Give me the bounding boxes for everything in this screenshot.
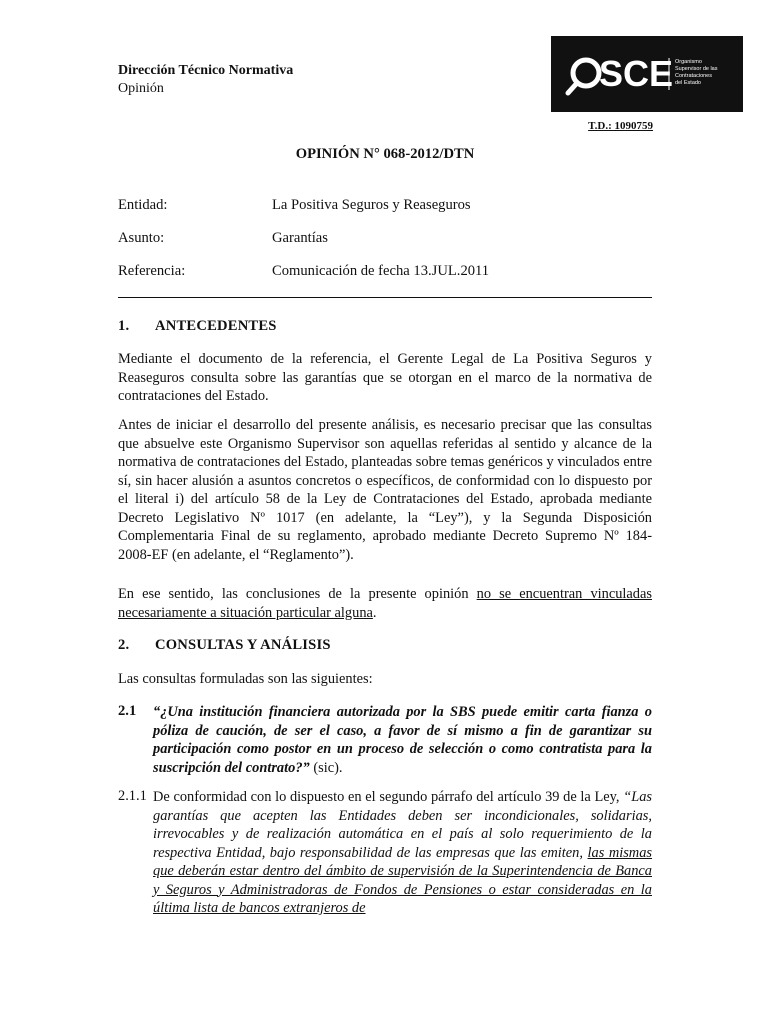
answer-quote: “Las garantías que acepten las Entidades deben ser incondicionales, solidarias, irrevocables y de realización automática en el país al solo requerimiento de la respectiva Entidad, bajo responsabilidad de las empresas que las emiten, [153, 789, 652, 861]
paragraph-2: Antes de iniciar el desarrollo del presente análisis, es necesario precisar que las consultas que absuelve este Organismo Supervisor son aquellas referidas al sentido y alcance de la normativa de contrataciones del Estado, planteadas sobre temas genéricos y vinculados entre sí, sin hacer alusión a asuntos concretos o específicos, de conformidad con lo dispuesto por el literal i) del artículo 58 de la Ley de Contrataciones del Estado, aprobada mediante Decreto Legislativo Nº 1017 (en adelante, la “Ley”), y la Segunda Disposición Complementaria Final de su reglamento, aprobado mediante Decreto Supremo Nº 184-2008-EF (en adelante, el “Reglamento”). [118, 417, 652, 563]
meta-value: La Positiva Seguros y Reaseguros [272, 197, 471, 213]
consultas-intro: Las consultas formuladas son las siguientes: [118, 671, 373, 687]
section-heading-consultas [118, 637, 331, 654]
section-number: 1. [118, 318, 130, 334]
meta-label: Referencia: [118, 263, 186, 279]
meta-row-referencia [118, 263, 652, 283]
logo-text: SCE [599, 53, 674, 94]
paragraph-3-end: . [372, 604, 377, 621]
department-name: Dirección Técnico Normativa [118, 63, 294, 78]
paragraph-1: Mediante el documento de la referencia, el Gerente Legal de La Positiva Seguros y Reaseguros consulta sobre las garantías que se otorgan en el marco de la normativa de contrataciones del Estado. [118, 351, 652, 404]
paragraph-3 [118, 585, 652, 622]
logo-tagline-line: Contrataciones [675, 73, 712, 79]
answer-quote-underlined: las mismas que deberán estar dentro del ámbito de supervisión de la Superintendencia de Banca y Seguros y Administradoras de Fondos de Pensiones o estar consideradas en la última lista de bancos extranjeros de [153, 844, 652, 916]
logo-tagline-line: del Estado [675, 80, 701, 86]
magnifier-icon [551, 36, 743, 112]
meta-value: Garantías [272, 230, 328, 246]
question-text [153, 703, 652, 777]
meta-row-asunto [118, 230, 652, 250]
section-heading-antecedentes [118, 318, 277, 335]
document-kind: Opinión [118, 81, 164, 96]
document-title: OPINIÓN N° 068-2012/DTN [295, 146, 475, 162]
logo-tagline-line: Organismo [675, 59, 702, 65]
paragraph-3-text: En ese sentido, las conclusiones de la presente opinión [118, 586, 477, 602]
tramite-reference: T.D.: 1090759 [588, 120, 653, 132]
question-suffix: (sic). [309, 759, 343, 776]
meta-value: Comunicación de fecha 13.JUL.2011 [272, 263, 490, 279]
paragraph-3-underlined: no se encuentran vinculadas necesariamente a situación particular alguna [118, 586, 652, 621]
section-title: ANTECEDENTES [155, 318, 277, 334]
answer-number: 2.1.1 [118, 788, 147, 804]
header-divider [118, 297, 652, 298]
answer-text [153, 788, 652, 918]
section-title: CONSULTAS Y ANÁLISIS [155, 637, 331, 653]
section-number: 2. [118, 637, 130, 653]
meta-label: Asunto: [118, 230, 165, 246]
answer-intro: De conformidad con lo dispuesto en el segundo párrafo del artículo 39 de la Ley, [153, 789, 624, 805]
question-body: “¿Una institución financiera autorizada por la SBS puede emitir carta fianza o póliza de caución, de ser el caso, a favor de sí mismo a fin de garantizar su participación como postor en un proceso de selección o como contratista para la suscripción del contrato?” [153, 704, 652, 776]
logo-tagline-line: Supervisor de las [675, 66, 718, 72]
department-block [118, 62, 293, 98]
question-number: 2.1 [118, 703, 137, 719]
meta-row-entidad [118, 197, 652, 217]
osce-logo [551, 36, 743, 112]
meta-label: Entidad: [118, 197, 168, 213]
